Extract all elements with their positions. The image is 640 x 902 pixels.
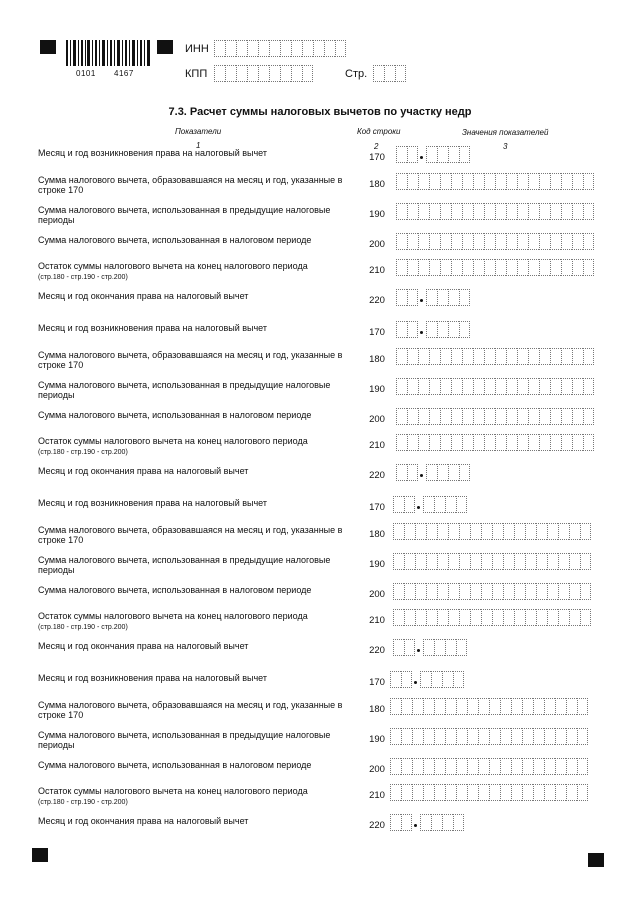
row-label-170 xyxy=(38,148,356,158)
row-label-formula: (стр.180 - стр.190 - стр.200) xyxy=(38,274,128,281)
row-code-200: 200 xyxy=(369,239,385,250)
row-code-200: 200 xyxy=(369,414,385,425)
row-label-formula: (стр.180 - стр.190 - стр.200) xyxy=(38,624,128,631)
row-label-formula: (стр.180 - стр.190 - стр.200) xyxy=(38,449,128,456)
row-label-170 xyxy=(38,323,356,333)
row-label-text: Месяц и год возникновения права на налоговый вычет xyxy=(38,673,267,683)
month-year-field-220[interactable] xyxy=(396,464,470,481)
column-header-indicators: Показатели xyxy=(175,127,222,136)
row-code-170: 170 xyxy=(369,152,385,163)
amount-field-200[interactable] xyxy=(393,583,591,600)
amount-field-180[interactable] xyxy=(393,523,591,540)
month-year-field-170[interactable] xyxy=(393,496,467,513)
month-year-field-170[interactable] xyxy=(396,146,470,163)
barcode xyxy=(66,40,150,66)
column-number-1: 1 xyxy=(196,141,201,150)
row-label-text: Месяц и год возникновения права на налоговый вычет xyxy=(38,323,267,333)
row-label-170 xyxy=(38,673,356,683)
row-code-210: 210 xyxy=(369,615,385,626)
row-code-170: 170 xyxy=(369,327,385,338)
row-label-text: Сумма налогового вычета, использованная в предыдущие налоговые периоды xyxy=(38,205,331,225)
row-code-210: 210 xyxy=(369,790,385,801)
row-label-220 xyxy=(38,466,356,476)
date-separator-dot xyxy=(418,321,426,338)
row-label-text: Месяц и год окончания права на налоговый вычет xyxy=(38,466,249,476)
row-label-text: Месяц и год окончания права на налоговый вычет xyxy=(38,641,249,651)
row-code-180: 180 xyxy=(369,179,385,190)
row-label-170 xyxy=(38,498,356,508)
row-code-200: 200 xyxy=(369,764,385,775)
row-label-text: Остаток суммы налогового вычета на конец налогового периода xyxy=(38,436,308,446)
row-code-200: 200 xyxy=(369,589,385,600)
row-code-190: 190 xyxy=(369,384,385,395)
column-number-2: 2 xyxy=(374,142,379,151)
row-label-text: Сумма налогового вычета, использованная в налоговом периоде xyxy=(38,585,312,595)
row-label-220 xyxy=(38,816,356,826)
section-title: 7.3. Расчет суммы налоговых вычетов по участку недр xyxy=(168,106,472,118)
row-code-210: 210 xyxy=(369,440,385,451)
row-label-text: Месяц и год окончания права на налоговый вычет xyxy=(38,291,249,301)
row-label-200 xyxy=(38,410,356,420)
amount-field-210[interactable] xyxy=(393,609,591,626)
row-label-text: Месяц и год возникновения права на налоговый вычет xyxy=(38,498,267,508)
row-label-text: Сумма налогового вычета, использованная в предыдущие налоговые периоды xyxy=(38,730,331,750)
barcode-number-right: 4167 xyxy=(114,69,134,78)
row-code-190: 190 xyxy=(369,734,385,745)
amount-field-180[interactable] xyxy=(390,698,588,715)
row-label-text: Месяц и год окончания права на налоговый вычет xyxy=(38,816,249,826)
row-label-190 xyxy=(38,380,356,400)
kpp-field[interactable] xyxy=(214,65,313,82)
row-label-text: Сумма налогового вычета, образовавшаяся на месяц и год, указанные в строке 170 xyxy=(38,175,343,195)
row-label-220 xyxy=(38,641,356,651)
row-label-text: Сумма налогового вычета, использованная в налоговом периоде xyxy=(38,410,312,420)
row-label-190 xyxy=(38,205,356,225)
row-label-200 xyxy=(38,760,356,770)
inn-field[interactable] xyxy=(214,40,346,57)
amount-field-210[interactable] xyxy=(390,784,588,801)
amount-field-180[interactable] xyxy=(396,348,594,365)
month-year-field-170[interactable] xyxy=(396,321,470,338)
row-code-180: 180 xyxy=(369,529,385,540)
month-year-field-220[interactable] xyxy=(396,289,470,306)
row-label-190 xyxy=(38,555,356,575)
page-number-field[interactable] xyxy=(373,65,406,82)
row-code-220: 220 xyxy=(369,820,385,831)
row-code-170: 170 xyxy=(369,677,385,688)
row-label-180 xyxy=(38,700,356,720)
row-label-text: Сумма налогового вычета, образовавшаяся на месяц и год, указанные в строке 170 xyxy=(38,700,343,720)
row-label-180 xyxy=(38,350,356,370)
row-label-text: Остаток суммы налогового вычета на конец налогового периода xyxy=(38,261,308,271)
row-code-210: 210 xyxy=(369,265,385,276)
row-code-180: 180 xyxy=(369,704,385,715)
registration-marker-bottom-right xyxy=(588,853,604,867)
row-label-text: Остаток суммы налогового вычета на конец налогового периода xyxy=(38,786,308,796)
amount-field-190[interactable] xyxy=(390,728,588,745)
amount-field-180[interactable] xyxy=(396,173,594,190)
row-code-170: 170 xyxy=(369,502,385,513)
row-code-190: 190 xyxy=(369,559,385,570)
row-label-180 xyxy=(38,525,356,545)
amount-field-200[interactable] xyxy=(396,408,594,425)
row-code-180: 180 xyxy=(369,354,385,365)
month-year-field-170[interactable] xyxy=(390,671,464,688)
row-label-190 xyxy=(38,730,356,750)
inn-label: ИНН xyxy=(185,43,209,55)
row-code-220: 220 xyxy=(369,470,385,481)
row-label-text: Сумма налогового вычета, использованная в налоговом периоде xyxy=(38,235,312,245)
row-code-220: 220 xyxy=(369,645,385,656)
row-label-text: Сумма налогового вычета, использованная в предыдущие налоговые периоды xyxy=(38,380,331,400)
row-label-220 xyxy=(38,291,356,301)
month-year-field-220[interactable] xyxy=(393,639,467,656)
amount-field-210[interactable] xyxy=(396,259,594,276)
date-separator-dot xyxy=(418,289,426,306)
date-separator-dot xyxy=(415,496,423,513)
row-code-220: 220 xyxy=(369,295,385,306)
registration-marker-bottom-left xyxy=(32,848,48,862)
row-label-text: Месяц и год возникновения права на налоговый вычет xyxy=(38,148,267,158)
date-separator-dot xyxy=(412,671,420,688)
row-label-200 xyxy=(38,235,356,245)
column-header-values: Значения показателей xyxy=(462,128,549,137)
date-separator-dot xyxy=(415,639,423,656)
amount-field-200[interactable] xyxy=(396,233,594,250)
kpp-label: КПП xyxy=(185,68,208,80)
column-header-line-code: Код строки xyxy=(357,127,401,136)
row-label-210 xyxy=(38,436,356,458)
barcode-number-left: 0101 xyxy=(76,69,96,78)
row-code-190: 190 xyxy=(369,209,385,220)
row-label-text: Остаток суммы налогового вычета на конец налогового периода xyxy=(38,611,308,621)
date-separator-dot xyxy=(418,146,426,163)
row-label-210 xyxy=(38,786,356,808)
registration-marker-top-left xyxy=(40,40,56,54)
row-label-text: Сумма налогового вычета, использованная в предыдущие налоговые периоды xyxy=(38,555,331,575)
row-label-text: Сумма налогового вычета, образовавшаяся на месяц и год, указанные в строке 170 xyxy=(38,525,343,545)
month-year-field-220[interactable] xyxy=(390,814,464,831)
page-label: Стр. xyxy=(345,68,368,80)
amount-field-190[interactable] xyxy=(393,553,591,570)
date-separator-dot xyxy=(412,814,420,831)
amount-field-210[interactable] xyxy=(396,434,594,451)
row-label-text: Сумма налогового вычета, использованная в налоговом периоде xyxy=(38,760,312,770)
row-label-210 xyxy=(38,261,356,283)
row-label-210 xyxy=(38,611,356,633)
date-separator-dot xyxy=(418,464,426,481)
row-label-180 xyxy=(38,175,356,195)
amount-field-200[interactable] xyxy=(390,758,588,775)
row-label-formula: (стр.180 - стр.190 - стр.200) xyxy=(38,799,128,806)
row-label-200 xyxy=(38,585,356,595)
row-label-text: Сумма налогового вычета, образовавшаяся на месяц и год, указанные в строке 170 xyxy=(38,350,343,370)
amount-field-190[interactable] xyxy=(396,378,594,395)
column-number-3: 3 xyxy=(503,142,508,151)
registration-marker-top-right xyxy=(157,40,173,54)
amount-field-190[interactable] xyxy=(396,203,594,220)
